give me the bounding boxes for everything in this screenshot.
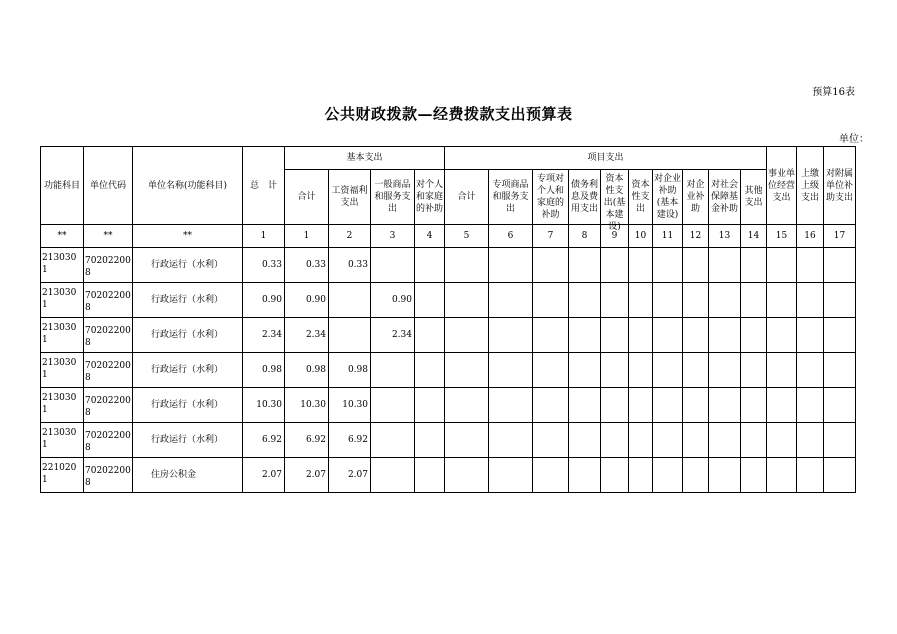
- empty-cell: [601, 423, 629, 458]
- empty-cell: [601, 388, 629, 423]
- form-code: 预算16表: [812, 87, 855, 98]
- code-cell: 16: [797, 225, 824, 248]
- empty-cell: [709, 458, 741, 493]
- total-cell: 10.30: [243, 388, 285, 423]
- header-subsidiary-subsidy: 对附属单位补助支出: [824, 147, 856, 225]
- header-basic-group: 基本支出: [285, 147, 445, 170]
- empty-cell: [629, 248, 653, 283]
- code-cell: 5: [445, 225, 489, 248]
- unit-code-cell: 702022008: [84, 353, 133, 388]
- header-business-expense: 事业单位经营支出: [767, 147, 797, 225]
- basic-total-cell: 6.92: [285, 423, 329, 458]
- header-project-enterprise: 对企业补助: [683, 170, 709, 225]
- total-cell: 0.33: [243, 248, 285, 283]
- empty-cell: [569, 423, 601, 458]
- salary-cell: [329, 283, 371, 318]
- salary-cell: 2.07: [329, 458, 371, 493]
- code-cell: 1: [243, 225, 285, 248]
- empty-cell: [653, 353, 683, 388]
- empty-cell: [797, 353, 824, 388]
- empty-cell: [601, 318, 629, 353]
- func-subject-cell: 2130301: [41, 248, 84, 283]
- goods-cell: [371, 423, 415, 458]
- table-row: [41, 283, 856, 318]
- unit-code-cell: 702022008: [84, 388, 133, 423]
- empty-cell: [601, 353, 629, 388]
- empty-cell: [767, 353, 797, 388]
- empty-cell: [824, 318, 856, 353]
- basic-total-cell: 0.98: [285, 353, 329, 388]
- table-row: [41, 458, 856, 493]
- empty-cell: [683, 423, 709, 458]
- header-project-debt: 债务利息及费用支出: [569, 170, 601, 225]
- code-cell: 3: [371, 225, 415, 248]
- unit-name-cell: 行政运行（水利）: [133, 248, 243, 283]
- empty-cell: [489, 423, 533, 458]
- empty-cell: [445, 423, 489, 458]
- empty-cell: [601, 283, 629, 318]
- func-subject-cell: 2130301: [41, 283, 84, 318]
- empty-cell: [629, 458, 653, 493]
- empty-cell: [533, 353, 569, 388]
- empty-cell: [824, 353, 856, 388]
- empty-cell: [415, 283, 445, 318]
- empty-cell: [683, 353, 709, 388]
- empty-cell: [797, 318, 824, 353]
- code-cell: 12: [683, 225, 709, 248]
- header-unit-name: 单位名称(功能科目): [133, 147, 243, 225]
- header-unit-code: 单位代码: [84, 147, 133, 225]
- total-cell: 2.07: [243, 458, 285, 493]
- empty-cell: [709, 388, 741, 423]
- empty-cell: [653, 248, 683, 283]
- empty-cell: [629, 423, 653, 458]
- empty-cell: [797, 248, 824, 283]
- empty-cell: [683, 283, 709, 318]
- empty-cell: [824, 388, 856, 423]
- code-cell: **: [84, 225, 133, 248]
- empty-cell: [489, 248, 533, 283]
- empty-cell: [767, 458, 797, 493]
- unit-code-cell: 702022008: [84, 458, 133, 493]
- empty-cell: [653, 318, 683, 353]
- empty-cell: [415, 388, 445, 423]
- empty-cell: [533, 248, 569, 283]
- empty-cell: [824, 423, 856, 458]
- empty-cell: [797, 423, 824, 458]
- func-subject-cell: 2130301: [41, 388, 84, 423]
- goods-cell: [371, 458, 415, 493]
- empty-cell: [741, 423, 767, 458]
- unit-code-cell: 702022008: [84, 283, 133, 318]
- empty-cell: [569, 353, 601, 388]
- empty-cell: [629, 318, 653, 353]
- code-cell: 17: [824, 225, 856, 248]
- empty-cell: [569, 458, 601, 493]
- empty-cell: [797, 283, 824, 318]
- empty-cell: [489, 458, 533, 493]
- empty-cell: [741, 318, 767, 353]
- salary-cell: 0.33: [329, 248, 371, 283]
- header-func-subject: 功能科目: [41, 147, 84, 225]
- budget-table: [40, 146, 856, 493]
- code-cell: 8: [569, 225, 601, 248]
- code-cell: 14: [741, 225, 767, 248]
- empty-cell: [533, 388, 569, 423]
- empty-cell: [569, 318, 601, 353]
- page-title: 公共财政拨款—经费拨款支出预算表: [324, 105, 573, 123]
- goods-cell: 0.90: [371, 283, 415, 318]
- header-project-individual: 专项对个人和家庭的补助: [533, 170, 569, 225]
- empty-cell: [445, 353, 489, 388]
- header-basic-goods: 一般商品和服务支出: [371, 170, 415, 225]
- header-project-enterprise-construction: 对企业补助(基本建设): [653, 170, 683, 225]
- table-row: [41, 388, 856, 423]
- empty-cell: [489, 353, 533, 388]
- empty-cell: [741, 458, 767, 493]
- header-basic-salary: 工资福利支出: [329, 170, 371, 225]
- salary-cell: 0.98: [329, 353, 371, 388]
- total-cell: 2.34: [243, 318, 285, 353]
- empty-cell: [415, 353, 445, 388]
- empty-cell: [824, 283, 856, 318]
- salary-cell: [329, 318, 371, 353]
- total-cell: 0.90: [243, 283, 285, 318]
- unit-code-cell: 702022008: [84, 318, 133, 353]
- empty-cell: [445, 318, 489, 353]
- empty-cell: [767, 283, 797, 318]
- empty-cell: [824, 248, 856, 283]
- empty-cell: [709, 283, 741, 318]
- empty-cell: [533, 458, 569, 493]
- empty-cell: [601, 458, 629, 493]
- header-basic-individual: 对个人和家庭的补助: [415, 170, 445, 225]
- table-row: [41, 423, 856, 458]
- empty-cell: [741, 283, 767, 318]
- empty-cell: [489, 388, 533, 423]
- empty-cell: [569, 248, 601, 283]
- goods-cell: 2.34: [371, 318, 415, 353]
- empty-cell: [767, 388, 797, 423]
- code-cell: 9: [601, 225, 629, 248]
- empty-cell: [741, 388, 767, 423]
- salary-cell: 10.30: [329, 388, 371, 423]
- total-cell: 0.98: [243, 353, 285, 388]
- empty-cell: [709, 318, 741, 353]
- unit-code-cell: 702022008: [84, 248, 133, 283]
- table-row: [41, 353, 856, 388]
- func-subject-cell: 2130301: [41, 423, 84, 458]
- header-project-group: 项目支出: [445, 147, 767, 170]
- table-row: [41, 248, 856, 283]
- header-upper-payment: 上缴上级支出: [797, 147, 824, 225]
- header-project-capital: 资本性支出: [629, 170, 653, 225]
- empty-cell: [741, 353, 767, 388]
- code-cell: 2: [329, 225, 371, 248]
- goods-cell: [371, 248, 415, 283]
- table-row: [41, 318, 856, 353]
- empty-cell: [569, 388, 601, 423]
- empty-cell: [767, 248, 797, 283]
- empty-cell: [653, 283, 683, 318]
- header-basic-total: 合计: [285, 170, 329, 225]
- unit-name-cell: 行政运行（水利）: [133, 423, 243, 458]
- func-subject-cell: 2130301: [41, 318, 84, 353]
- header-row-1: [41, 147, 856, 170]
- header-total: 总 计: [243, 147, 285, 225]
- empty-cell: [653, 423, 683, 458]
- unit-name-cell: 行政运行（水利）: [133, 283, 243, 318]
- header-project-social-security: 对社会保障基金补助: [709, 170, 741, 225]
- empty-cell: [741, 248, 767, 283]
- empty-cell: [653, 458, 683, 493]
- empty-cell: [709, 353, 741, 388]
- empty-cell: [445, 283, 489, 318]
- empty-cell: [683, 248, 709, 283]
- empty-cell: [767, 423, 797, 458]
- code-cell: 11: [653, 225, 683, 248]
- empty-cell: [601, 248, 629, 283]
- empty-cell: [415, 248, 445, 283]
- total-cell: 6.92: [243, 423, 285, 458]
- code-cell: 15: [767, 225, 797, 248]
- empty-cell: [683, 458, 709, 493]
- header-project-other: 其他支出: [741, 170, 767, 225]
- empty-cell: [569, 283, 601, 318]
- empty-cell: [533, 283, 569, 318]
- basic-total-cell: 10.30: [285, 388, 329, 423]
- unit-name-cell: 行政运行（水利）: [133, 388, 243, 423]
- empty-cell: [489, 283, 533, 318]
- code-cell: 7: [533, 225, 569, 248]
- basic-total-cell: 2.07: [285, 458, 329, 493]
- empty-cell: [445, 458, 489, 493]
- header-project-total: 合计: [445, 170, 489, 225]
- code-cell: **: [133, 225, 243, 248]
- empty-cell: [824, 458, 856, 493]
- goods-cell: [371, 388, 415, 423]
- basic-total-cell: 2.34: [285, 318, 329, 353]
- empty-cell: [415, 458, 445, 493]
- empty-cell: [629, 388, 653, 423]
- code-row: [41, 225, 856, 248]
- goods-cell: [371, 353, 415, 388]
- func-subject-cell: 2130301: [41, 353, 84, 388]
- empty-cell: [683, 318, 709, 353]
- empty-cell: [445, 248, 489, 283]
- empty-cell: [629, 353, 653, 388]
- unit-code-cell: 702022008: [84, 423, 133, 458]
- basic-total-cell: 0.90: [285, 283, 329, 318]
- code-cell: 13: [709, 225, 741, 248]
- empty-cell: [445, 388, 489, 423]
- unit-name-cell: 行政运行（水利）: [133, 318, 243, 353]
- func-subject-cell: 2210201: [41, 458, 84, 493]
- unit-name-cell: 行政运行（水利）: [133, 353, 243, 388]
- basic-total-cell: 0.33: [285, 248, 329, 283]
- empty-cell: [533, 318, 569, 353]
- unit-label: 单位：: [839, 134, 869, 145]
- table-body: [41, 248, 856, 493]
- code-cell: **: [41, 225, 84, 248]
- empty-cell: [709, 248, 741, 283]
- empty-cell: [797, 458, 824, 493]
- empty-cell: [533, 423, 569, 458]
- empty-cell: [797, 388, 824, 423]
- empty-cell: [767, 318, 797, 353]
- empty-cell: [415, 318, 445, 353]
- code-cell: 4: [415, 225, 445, 248]
- empty-cell: [489, 318, 533, 353]
- code-cell: 6: [489, 225, 533, 248]
- code-cell: 1: [285, 225, 329, 248]
- unit-name-cell: 住房公积金: [133, 458, 243, 493]
- empty-cell: [653, 388, 683, 423]
- empty-cell: [629, 283, 653, 318]
- code-cell: 10: [629, 225, 653, 248]
- empty-cell: [709, 423, 741, 458]
- salary-cell: 6.92: [329, 423, 371, 458]
- empty-cell: [683, 388, 709, 423]
- header-project-capital-construction: 资本性支出(基本建设): [601, 170, 629, 225]
- empty-cell: [415, 423, 445, 458]
- header-project-goods: 专项商品和服务支出: [489, 170, 533, 225]
